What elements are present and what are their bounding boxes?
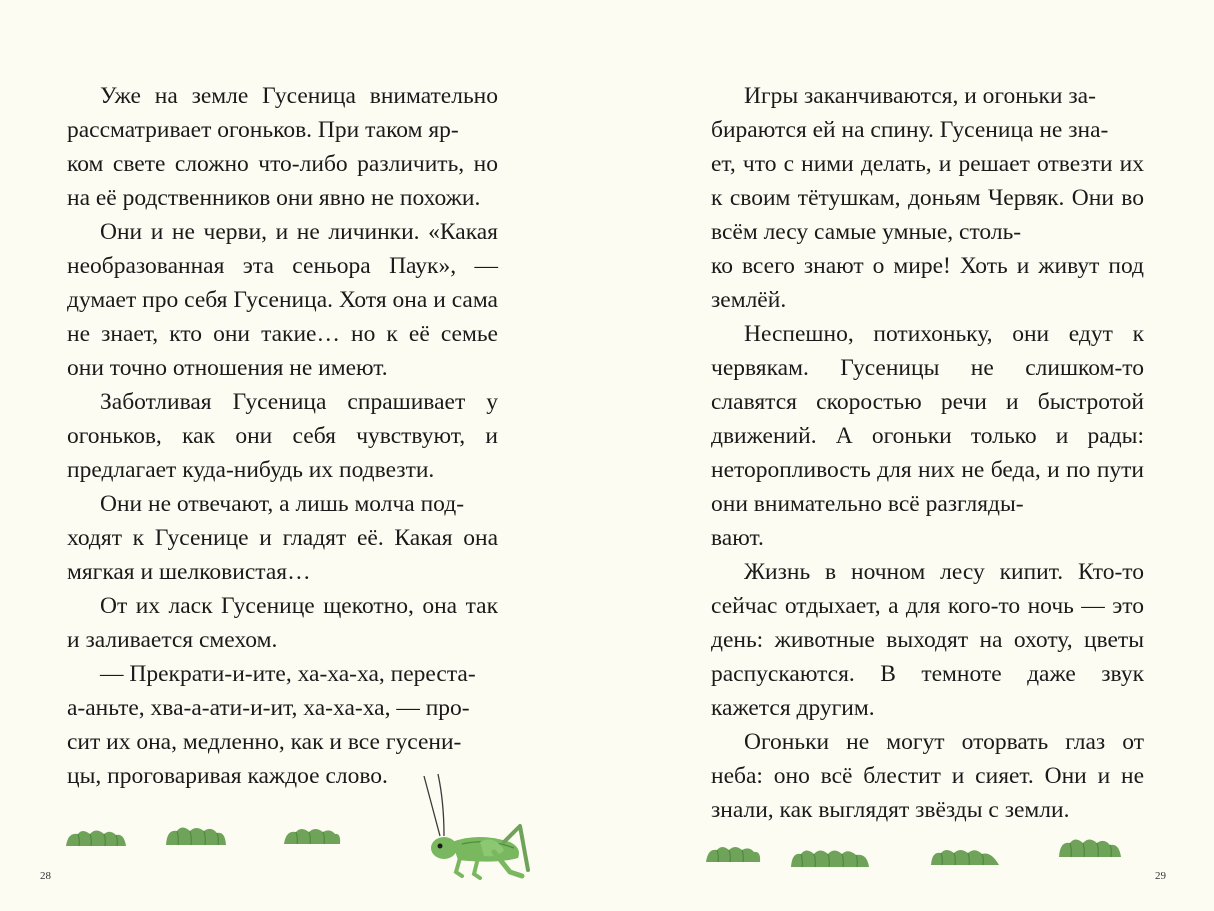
paragraph: Уже на земле Гусеница внимательно рассматривает огоньков. При таком яр- ком свете сложно что-либо различить, но на её родственников они явно не похожи. — [67, 83, 498, 211]
paragraph: Неспешно, потихоньку, они едут к червякам. Гусеницы не слишком-то славятся скоростью речи и быстротой движений. А огоньки только и рады: неторопливость для них не беда, и по пути они внимательно всё разгляды- вают. — [711, 321, 1144, 551]
grasshopper-illustration — [418, 772, 534, 884]
paragraph: — Прекрати-и-ите, ха-ха-ха, переста- а-аньте, хва-а-ати-и-ит, ха-ха-ха, — про- сит их она, медленно, как и все гусени- цы, проговаривая каждое слово. — [67, 661, 476, 789]
grass-tuft-illustration — [1057, 835, 1123, 859]
paragraph: Игры заканчиваются, и огоньки за- бираются ей на спину. Гусеница не зна- ет, что с ними делать, и решает отвезти их к своим тётушкам, доньям Червяк. Они во всём лесу самые умные, столь- ко всего знают о мире! Хоть и живут под землёй. — [711, 83, 1144, 313]
right-text-column — [711, 79, 1144, 827]
page-number: 28 — [40, 870, 51, 882]
grass-tuft-illustration — [929, 845, 1001, 867]
paragraph: Заботливая Гусеница спрашивает у огоньков, как они себя чувствуют, и предлагает куда-нибудь их подвезти. — [67, 389, 498, 483]
grass-tuft-illustration — [704, 842, 762, 864]
right-page — [607, 0, 1214, 911]
left-text-column — [67, 79, 498, 793]
paragraph: Они и не черви, и не личинки. «Какая необразованная эта сеньора Паук», — думает про себя Гусеница. Хотя она и сама не знает, кто они такие… но к её семье они точно отношения не имеют. — [67, 219, 498, 381]
grass-tuft-illustration — [64, 826, 128, 848]
paragraph: Жизнь в ночном лесу кипит. Кто-то сейчас отдыхает, а для кого-то ночь — это день: животные выходят на охоту, цветы распускаются. В темноте даже звук кажется другим. — [711, 559, 1144, 721]
grass-tuft-illustration — [282, 824, 342, 846]
grass-tuft-illustration — [164, 823, 228, 847]
grass-tuft-illustration — [789, 845, 871, 869]
paragraph: От их ласк Гусенице щекотно, она так и заливается смехом. — [67, 593, 498, 653]
paragraph: Огоньки не могут оторвать глаз от неба: оно всё блестит и сияет. Они и не знали, как выглядят звёзды с земли. — [711, 729, 1144, 823]
paragraph: Они не отвечают, а лишь молча под- ходят к Гусенице и гладят её. Какая она мягкая и шелковистая… — [67, 491, 498, 585]
page-number: 29 — [1155, 870, 1166, 882]
